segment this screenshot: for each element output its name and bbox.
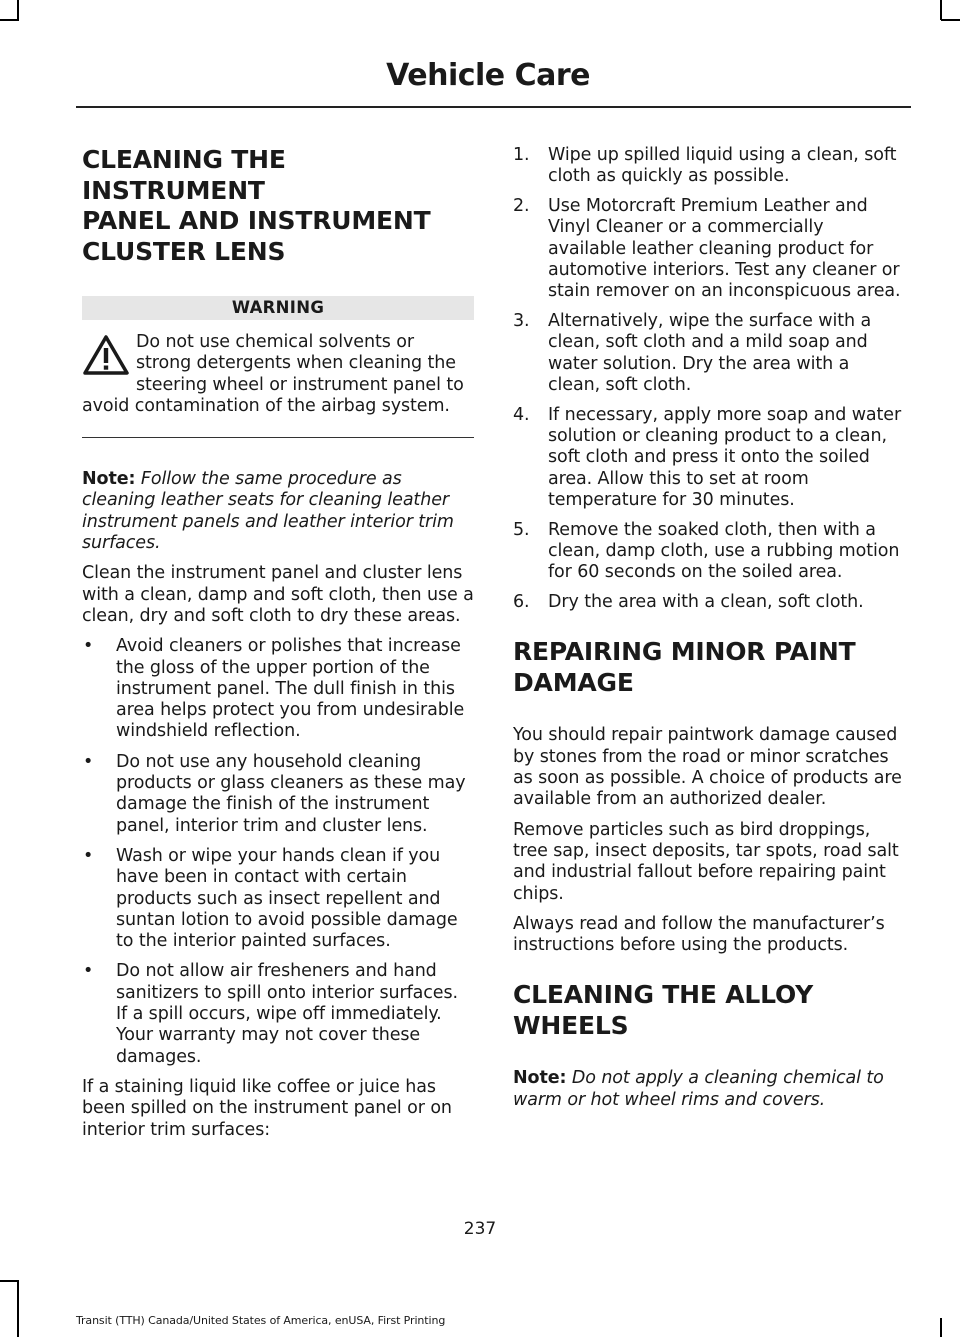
warning-divider [82,437,474,438]
step-text: Remove the soaked cloth, then with a clean, damp cloth, use a rubbing motion for 60 seconds on the soiled area. [548,519,900,583]
heading-line: CLEANING THE INSTRUMENT [82,145,286,205]
bullet-list [82,636,474,1068]
header-rule [76,106,911,108]
warning-text: Do not use chemical solvents or strong detergents when cleaning the steering wheel or instrument panel to avoid contamination of the airbag system. [82,332,464,416]
list-item-text: Do not use any household cleaning products or glass cleaners as these may damage the finish of the instrument panel, interior trim and cluster lens. [116,751,466,836]
step-number: 2. [513,196,530,217]
step-number: 1. [513,145,530,165]
paragraph: Remove particles such as bird droppings, tree sap, insect deposits, tar spots, road salt and industrial fallout before repairing paint chips. [513,819,899,904]
paint-damage-heading [513,637,905,698]
list-item-text: Do not allow air fresheners and hand sanitizers to spill onto interior surfaces. If a spill occurs, wipe off immediately. Your warranty may not cover these damages. [116,961,458,1067]
note-label: Note: [82,469,136,490]
numbered-steps [513,145,905,613]
step-text: Dry the area with a clean, soft cloth. [548,592,864,613]
step-number: 4. [513,404,530,425]
step-text: Wipe up spilled liquid using a clean, soft cloth as quickly as possible. [548,145,897,187]
bullet-marker: • [83,751,94,772]
step-number: 5. [513,519,530,540]
warning-box [82,332,474,417]
heading-line: PANEL AND INSTRUMENT [82,206,431,235]
crop-mark [940,0,942,20]
right-column [513,145,905,1111]
note-text: Follow the same procedure as cleaning leather seats for cleaning leather instrument panels and leather interior trim surfaces. [82,469,454,554]
bullet-marker: • [83,636,94,657]
crop-mark [941,19,960,21]
instrument-panel-heading [82,145,474,267]
step-text: Alternatively, wipe the surface with a clean, soft cloth and a mild soap and water solution. Dry the area with a clean, soft cloth. [548,311,872,395]
step-item [513,311,905,396]
alloy-wheels-heading [513,980,905,1041]
heading-line: CLEANING THE ALLOY [513,980,814,1010]
crop-mark [17,1280,19,1337]
list-item [82,846,474,952]
page-number: 237 [463,1219,497,1239]
heading-line: DAMAGE [513,667,634,697]
left-column [82,145,474,1141]
paragraph: If a staining liquid like coffee or juice has been spilled on the instrument panel or on interior trim surfaces: [82,1076,452,1140]
paragraph: Always read and follow the manufacturer’s instructions before using the products. [513,913,885,956]
bullet-marker: • [83,961,94,982]
footer-text: Transit (TTH) Canada/United States of America, enUSA, First Printing [76,1314,446,1327]
step-text: If necessary, apply more soap and water solution or cleaning product to a clean, soft cloth and press it onto the soiled area. Allow this to set at room temperature for 30 minutes. [548,404,902,510]
step-item [513,592,905,613]
crop-mark [940,1318,942,1337]
bullet-marker: • [83,845,94,866]
note-text: Do not apply a cleaning chemical to warm or hot wheel rims and covers. [513,1068,884,1110]
heading-line: CLUSTER LENS [82,236,286,266]
crop-mark [17,0,19,20]
warning-label: WARNING [82,296,474,320]
note [513,1068,905,1111]
list-item-text: Avoid cleaners or polishes that increase the gloss of the upper portion of the instrument panel. The dull finish in this area helps protect you from undesirable windshield reflection. [116,636,465,742]
step-item [513,145,905,188]
crop-mark [0,1280,19,1282]
note [82,469,474,554]
section-title: Vehicle Care [386,58,590,93]
step-text: Use Motorcraft Premium Leather and Vinyl Cleaner or a commercially available leather cleaning product for automotive interiors. Test any cleaner or stain remover on an inconspicuous area. [548,196,901,302]
step-number: 3. [513,311,530,332]
warning-triangle-icon [82,334,130,376]
step-item [513,196,905,302]
step-item [513,520,905,584]
step-item [513,405,905,511]
list-item [82,636,474,742]
heading-line: WHEELS [513,1010,629,1040]
list-item [82,961,474,1067]
list-item-text: Wash or wipe your hands clean if you have been in contact with certain products such as insect repellent and suntan lotion to avoid possible damage to the interior painted surfaces. [116,845,458,952]
list-item [82,752,474,837]
step-number: 6. [513,592,530,613]
heading-line: REPAIRING MINOR PAINT [513,637,856,667]
crop-mark [0,19,19,21]
paragraph: Clean the instrument panel and cluster lens with a clean, damp and soft cloth, then use a clean, dry and soft cloth to dry these areas. [82,563,474,626]
paragraph: You should repair paintwork damage caused by stones from the road or minor scratches as soon as possible. A choice of products are available from an authorized dealer. [513,725,902,810]
note-label: Note: [513,1068,567,1089]
